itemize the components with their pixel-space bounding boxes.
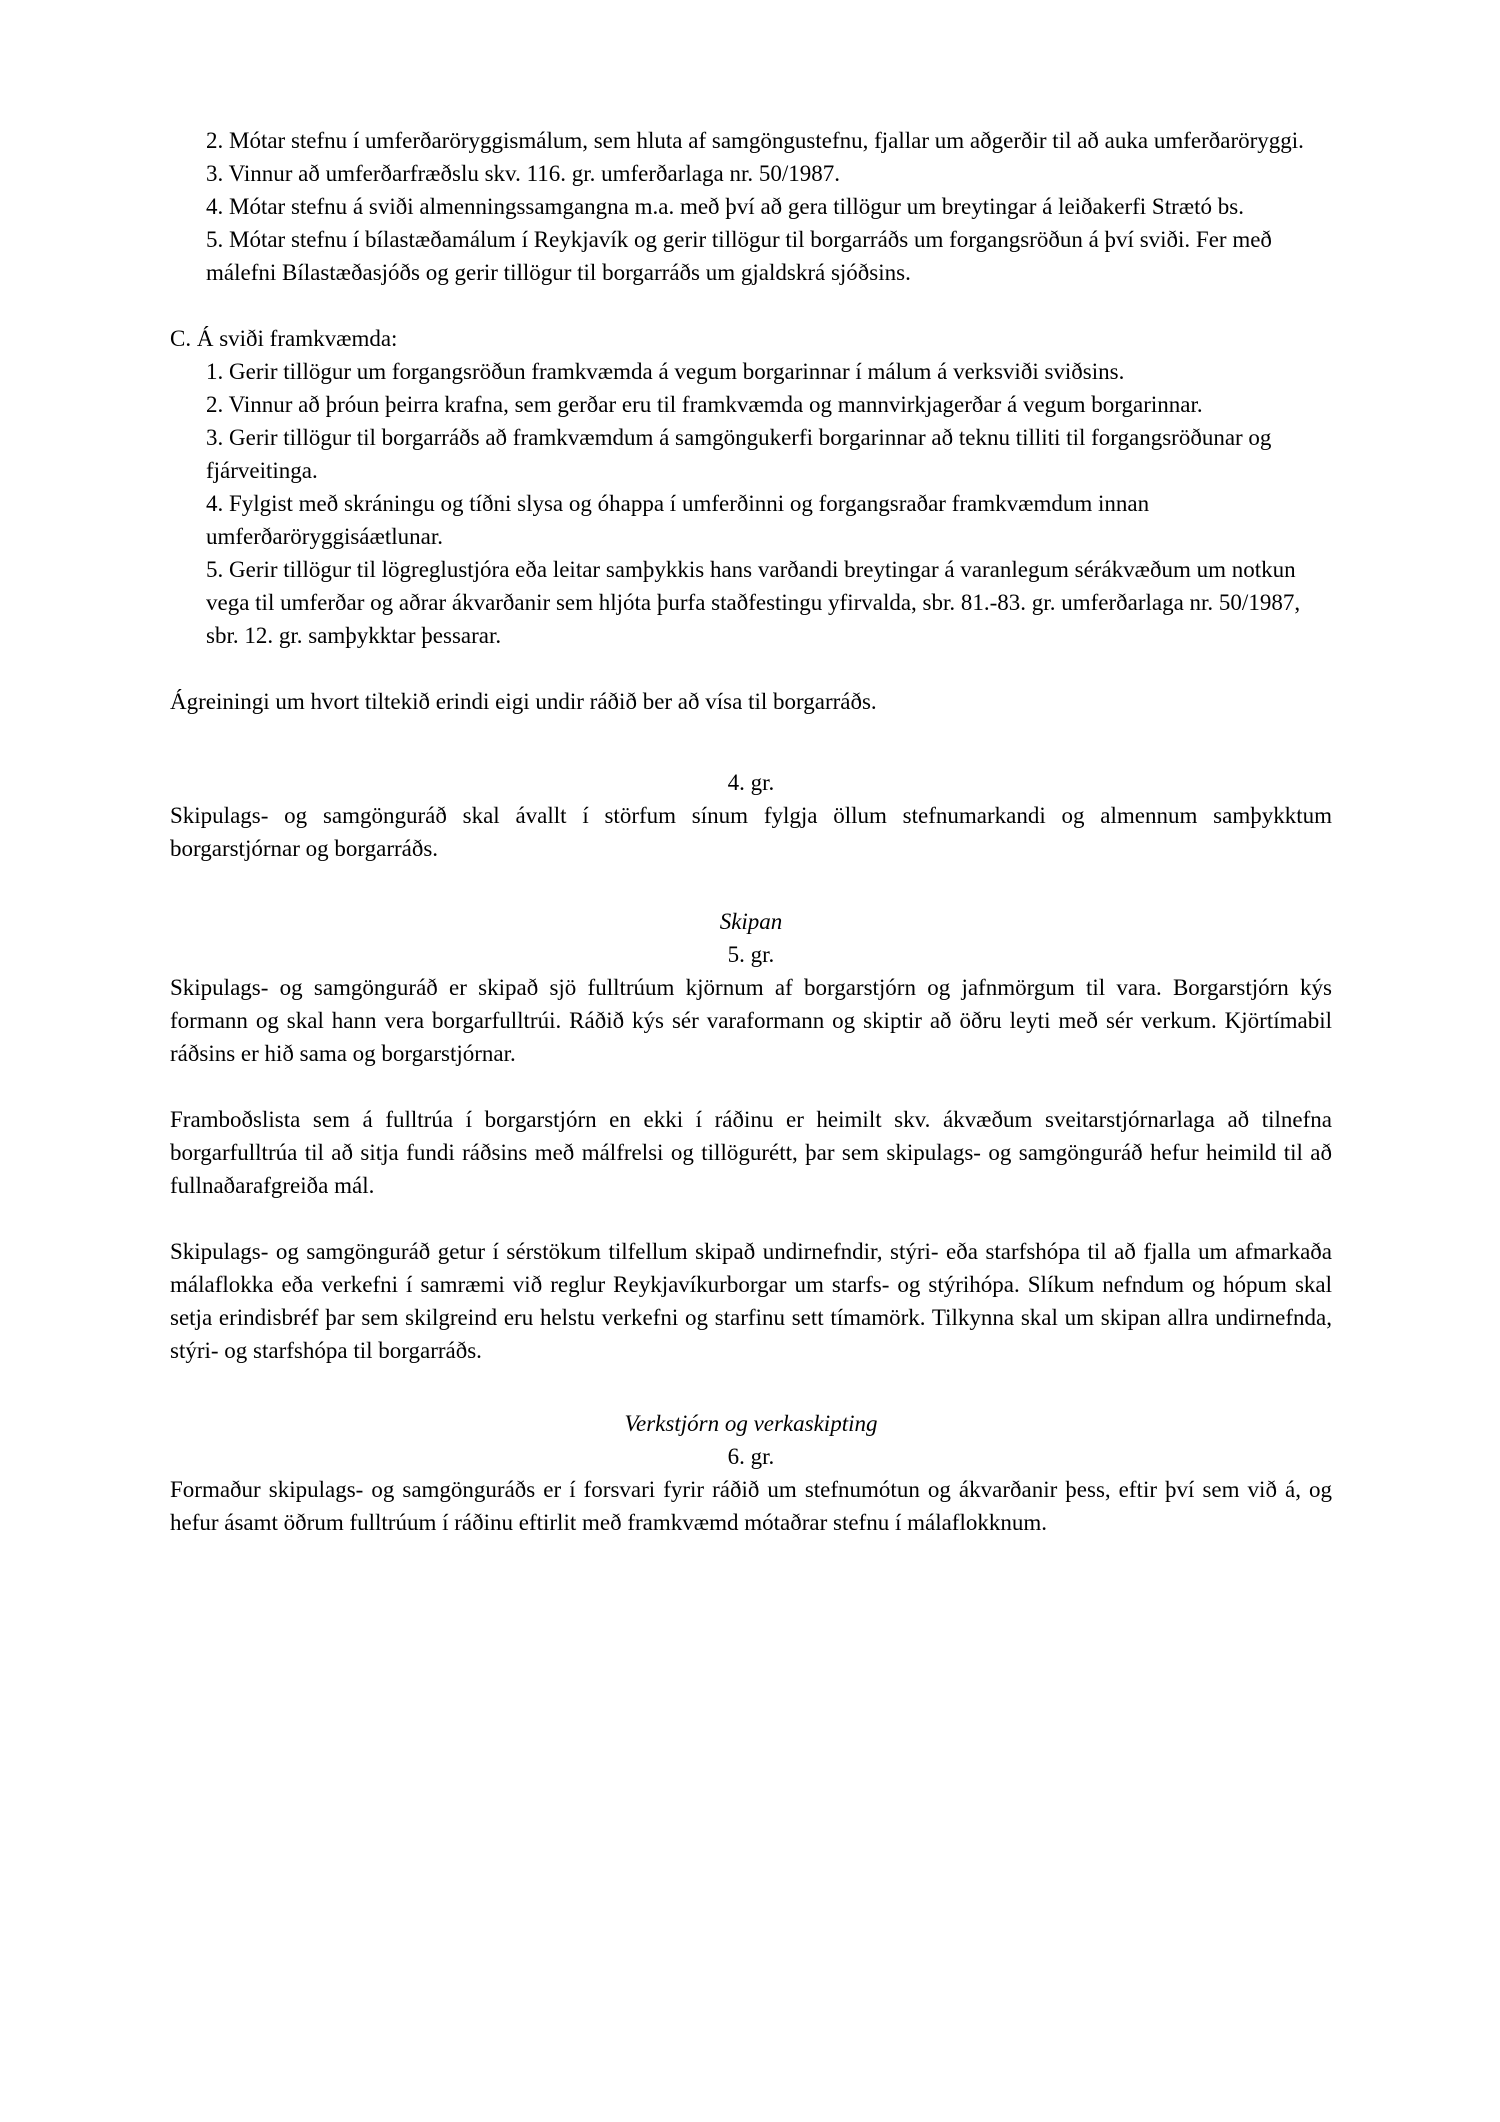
article-4-heading: 4. gr. — [727, 770, 775, 795]
paragraph-agreiningi: Ágreiningi um hvort tiltekið erindi eigi undir ráðið ber að vísa til borgarráðs. — [170, 689, 877, 714]
list-item: 3. Gerir tillögur til borgarráðs að framkvæmdum á samgöngukerfi borgarinnar að teknu tilliti til forgangsröðunar og fjárveitinga. — [206, 425, 1272, 483]
list-item: 5. Gerir tillögur til lögreglustjóra eða leitar samþykkis hans varðandi breytingar á varanlegum sérákvæðum um notkun vega til umferðar og aðrar ákvarðanir sem hljóta þurfa staðfestingu yfirvalda, sbr. 81.-83. gr. umferðarlaga nr. 50/1987, sbr. 12. gr. samþykktar þessarar. — [206, 557, 1301, 648]
section-c-label: C. Á sviði framkvæmda: — [170, 326, 398, 351]
article-5-paragraph-3: Skipulags- og samgönguráð getur í sérstökum tilfellum skipað undirnefndir, stýri- eða starfshópa til að fjalla um afmarkaða málaflokka eða verkefni í samræmi við reglur Reykjavíkurborgar um starfs- og stýrihópa. Slíkum nefndum og hópum skal setja erindisbréf þar sem skilgreind eru helstu verkefni og starfinu sett tímamörk. Tilkynna skal um skipan allra undirnefnda, stýri- og starfshópa til borgarráðs. — [170, 1239, 1332, 1363]
article-4-body: Skipulags- og samgönguráð skal ávallt í störfum sínum fylgja öllum stefnumarkandi og almennum samþykktum borgarstjórnar og borgarráðs. — [170, 803, 1332, 861]
document-content — [170, 124, 1332, 1539]
article-5-paragraph-1: Skipulags- og samgönguráð er skipað sjö fulltrúum kjörnum af borgarstjórn og jafnmörgum til vara. Borgarstjórn kýs formann og skal hann vera borgarfulltrúi. Ráðið kýs sér varaformann og skiptir að öðru leyti með sér verkum. Kjörtímabil ráðsins er hið sama og borgarstjórnar. — [170, 975, 1332, 1066]
list-item: 2. Vinnur að þróun þeirra krafna, sem gerðar eru til framkvæmda og mannvirkjagerðar á vegum borgarinnar. — [206, 392, 1203, 417]
list-item: 1. Gerir tillögur um forgangsröðun framkvæmda á vegum borgarinnar í málum á verksviði sviðsins. — [206, 359, 1125, 384]
section-title-skipan: Skipan — [719, 909, 783, 934]
article-6-paragraph-1: Formaður skipulags- og samgönguráðs er í forsvari fyrir ráðið um stefnumótun og ákvarðanir þess, eftir því sem við á, og hefur ásamt öðrum fulltrúum í ráðinu eftirlit með framkvæmd mótaðrar stefnu í málaflokknum. — [170, 1477, 1332, 1535]
list-item: 4. Fylgist með skráningu og tíðni slysa og óhappa í umferðinni og forgangsraðar framkvæmdum innan umferðaröryggisáætlunar. — [206, 491, 1150, 549]
list-item: 3. Vinnur að umferðarfræðslu skv. 116. gr. umferðarlaga nr. 50/1987. — [206, 161, 840, 186]
section-title-verkstjorn: Verkstjórn og verkaskipting — [624, 1411, 878, 1436]
list-item: 5. Mótar stefnu í bílastæðamálum í Reykjavík og gerir tillögur til borgarráðs um forgangsröðun á því sviði. Fer með málefni Bílastæðasjóðs og gerir tillögur til borgarráðs um gjaldskrá sjóðsins. — [206, 227, 1272, 285]
list-item: 2. Mótar stefnu í umferðaröryggismálum, sem hluta af samgöngustefnu, fjallar um aðgerðir til að auka umferðaröryggi. — [206, 128, 1304, 153]
article-5-heading: 5. gr. — [727, 942, 775, 967]
list-item: 4. Mótar stefnu á sviði almenningssamgangna m.a. með því að gera tillögur um breytingar á leiðakerfi Strætó bs. — [206, 194, 1244, 219]
article-6-heading: 6. gr. — [727, 1444, 775, 1469]
article-5-paragraph-2: Framboðslista sem á fulltrúa í borgarstjórn en ekki í ráðinu er heimilt skv. ákvæðum sveitarstjórnarlaga að tilnefna borgarfulltrúa til að sitja fundi ráðsins með málfrelsi og tillögurétt, þar sem skipulags- og samgönguráð hefur heimild til að fullnaðarafgreiða mál. — [170, 1107, 1332, 1198]
